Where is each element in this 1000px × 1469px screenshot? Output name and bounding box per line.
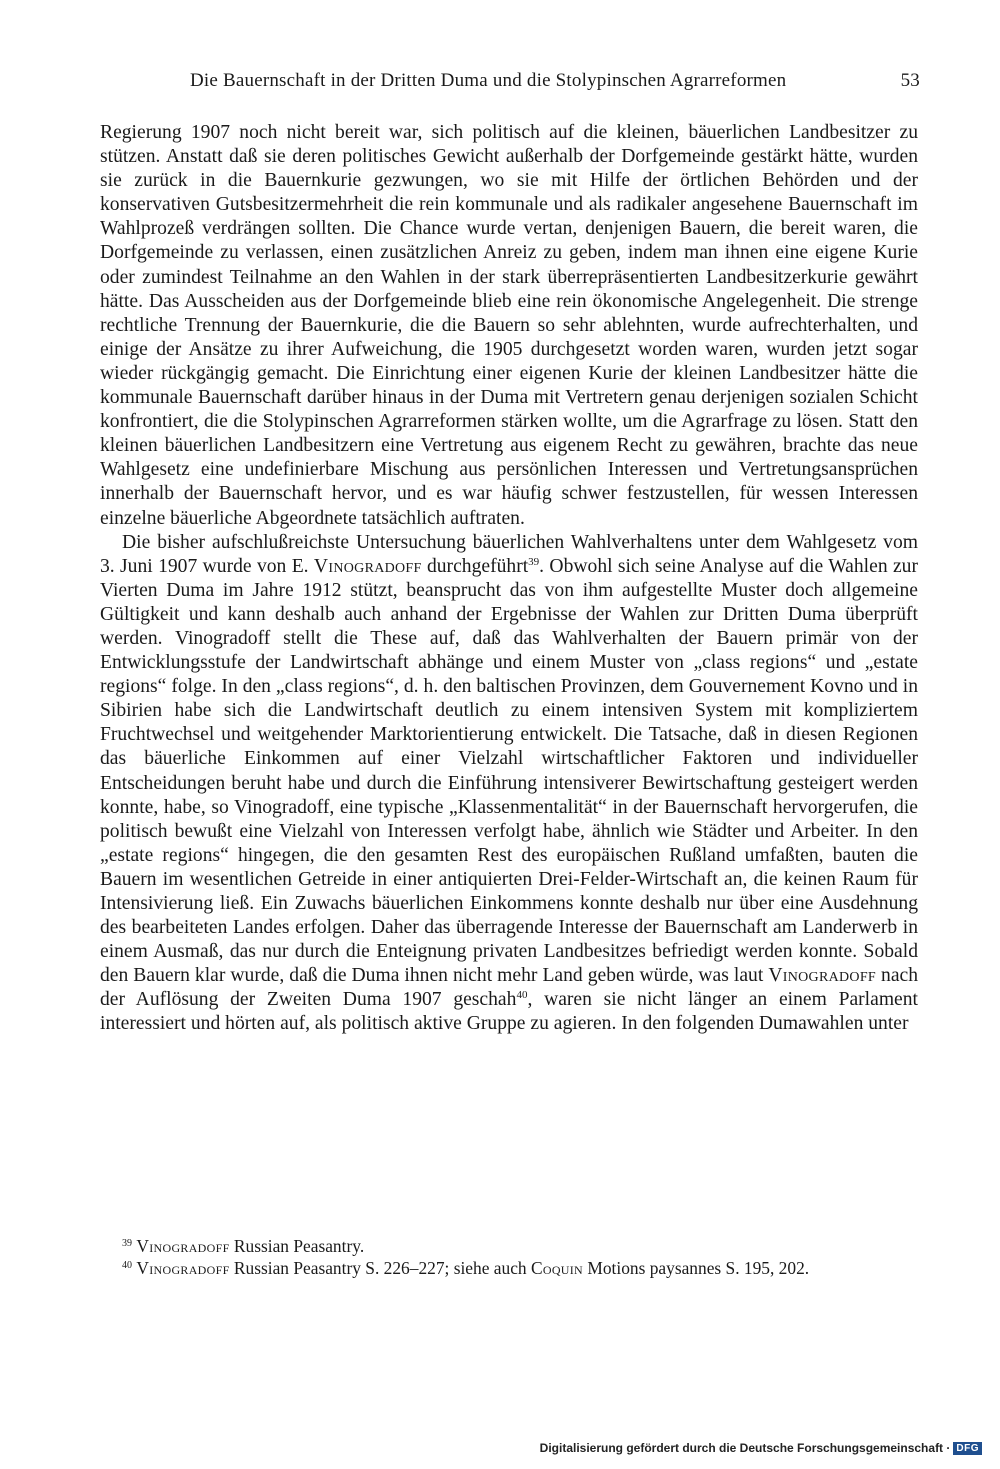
page-number: 53 [900,70,920,91]
paragraph-2-text-d: nach der Auflösung der Zweiten Duma 1907 geschah [100,965,919,1011]
footnote-ref: 39 [528,555,540,568]
paragraph-2-text-e: , waren sie nicht länger an einem Parlament interessiert und hörten auf, als politisch aktive Gruppe zu agieren. In den folgenden Dumawahlen unter [100,989,918,1035]
running-head [100,70,920,100]
main-text [100,121,918,1037]
footnote-number: 40 [122,1259,132,1271]
paragraph-2-text-a: Die bisher aufschlußreichste Untersuchung bäuerlichen Wahlverhaltens unter dem Wahlgesetz vom 3. Juni 1907 wurde von E. [100,531,918,577]
footnote-39 [100,1236,918,1258]
footnote-text: Russian Peasantry. [229,1236,365,1256]
dfg-logo: DFG [953,1442,982,1455]
footnote-40 [100,1258,918,1280]
digitization-credit [540,1441,982,1455]
footnote-author: Coquin [530,1257,584,1278]
author-name: Vinogradoff [313,555,422,577]
paragraph-1: Regierung 1907 noch nicht bereit war, sich politisch auf die kleinen, bäuerlichen Landbesitzer zu stützen. Anstatt daß sie deren politisches Gewicht außerhalb der Dorfgemeinde gestärkt hätte, wurden sie zurück in die Bauernkurie gezwungen, wo sie mit Hilfe der örtlichen Behörden und der konservativen Gutsbesitzermehrheit die rein kommunale und als radikaler angesehene Bauernschaft im Wahlprozeß verdrängen sollten. Die Chance wurde vertan, denjenigen Bauern, die bereit waren, die Dorfgemeinde zu verlassen, einen zusätzlichen Anreiz zu geben, indem man ihnen eine eigene Kurie oder zumindest Teilnahme an den Wahlen in der stark überrepräsentierten Landbesitzerkurie gewährt hätte. Das Ausscheiden aus der Dorfgemeinde blieb eine rein ökonomische Angelegenheit. Die strenge rechtliche Trennung der Bauernkurie, die die Bauern so sehr ablehnten, wurde aufrechterhalten, und einige der Ansätze zu ihrer Aufweichung, die 1905 durchgesetzt worden waren, wurden jetzt sogar wieder rückgängig gemacht. Die Einrichtung einer eigenen Kurie der kleinen Landbesitzer hätte die kommunale Bauernschaft darüber hinaus in der Duma mit Vertretern genau derjenigen sozialen Schicht konfrontiert, die die Stolypinschen Agrarreformen stärken wollte, um die Agrarfrage zu lösen. Statt den kleinen bäuerlichen Landbesitzern eine Vertretung aus eigenem Recht zu gewähren, brachte das neue Wahlgesetz eine undefinierbare Mischung aus persönlichen Interessen und Vertretungsansprüchen innerhalb der Bauernschaft hervor, und es war häufig schwer festzustellen, für wessen Interessen einzelne bäuerliche Abgeordnete tatsächlich auftraten. [100,122,918,529]
running-title: Die Bauernschaft in der Dritten Duma und die Stolypinschen Agrarreformen [190,70,787,91]
footnote-text: Russian Peasantry S. 226–227; siehe auch [229,1257,531,1278]
paragraph-2-text-c: . Obwohl sich seine Analyse auf die Wahlen zur Vierten Duma im Jahre 1912 stützt, beansprucht das von ihm aufgestellte Muster doch allgemeine Gültigkeit und kann deshalb auch anhand der Ergebnisse der Wahlen zur Dritten Duma überprüft werden. Vinogradoff stellt die These auf, daß das Wahlverhalten der Bauern primär von der Entwicklungsstufe der Landwirtschaft abhänge und einem Muster von „class regions“ und „estate regions“ folge. In den „class regions“, d. h. den baltischen Provinzen, dem Gouvernement Kovno und in Sibirien habe sich die Landwirtschaft deutlich zu einem intensiven System mit kompliziertem Fruchtwechsel und weitgehender Marktorientierung entwickelt. Die Tatsache, daß in diesen Regionen das bäuerliche Einkommen auf einer Vielzahl wirtschaftlicher Faktoren und individueller Entscheidungen beruht habe und durch die Einführung intensiverer Bewirtschaftung gesteigert werden konnte, habe, so Vinogradoff, eine typische „Klassenmentalität“ in der Bauernschaft hervorgerufen, die politisch bewußt eine Vielzahl von Interessen verfolgt habe, ähnlich wie Städter und Arbeiter. In den „estate regions“ hingegen, die den gesamten Rest des europäischen Rußland umfaßten, bauten die Bauern im wesentlichen Getreide in einer antiquierten Drei-Felder-Wirtschaft an, die keinen Raum für Intensivierung ließ. Ein Zuwachs bäuerlichen Einkommens konnte deshalb nur über eine Ausdehnung des bearbeiteten Landes erfolgen. Daher das überragende Interesse der Bauernschaft am Landerwerb in einem Ausmaß, das nur durch die Enteignung privaten Landbesitzes befriedigt werden konnte. Sobald den Bauern klar wurde, daß die Duma ihnen nicht mehr Land geben würde, was laut [100,555,918,987]
credit-text: Digitalisierung gefördert durch die Deutsche Forschungsgemeinschaft · [539,1441,951,1455]
paragraph-2 [100,531,918,1037]
footnote-ref: 40 [516,989,528,1002]
footnotes [100,1236,918,1279]
footnote-text: Motions paysannes S. 195, 202. [583,1257,810,1278]
footnote-number: 39 [122,1238,132,1249]
footnote-author: Vinogradoff [136,1257,230,1278]
paragraph-2-text-b: durchgeführt [421,555,529,577]
footnote-author: Vinogradoff [136,1236,230,1256]
author-name: Vinogradoff [768,965,876,987]
